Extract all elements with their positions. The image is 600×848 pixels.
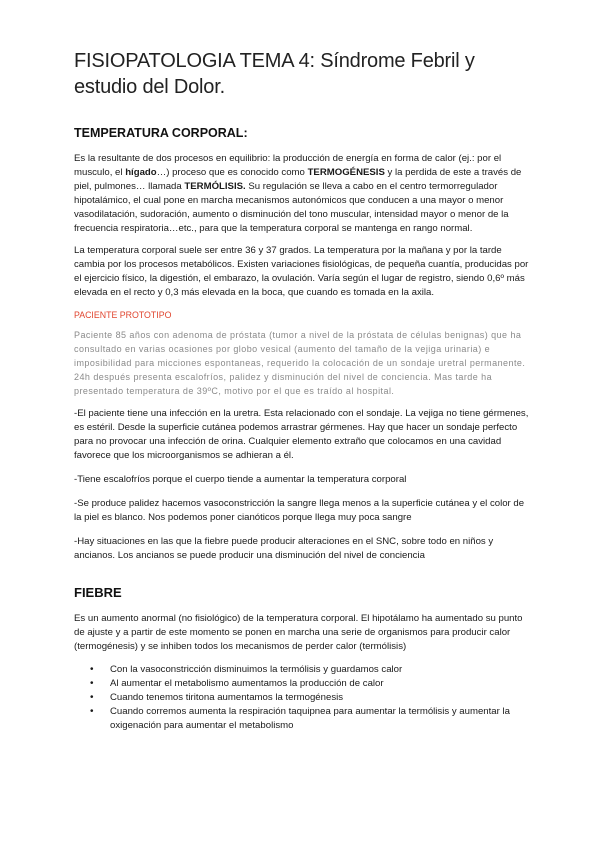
paragraph-fiebre-definition: Es un aumento anormal (no fisiológico) de la temperatura corporal. El hipotálamo ha aumentado su punto de ajuste y a partir de este momento se ponen en marcha una serie de organismos para producir calor (termogénesis) y se inhiben todos los mecanismos de perder calor (termólisis) (74, 613, 523, 652)
document-title: FISIOPATOLOGIA TEMA 4: Síndrome Febril y estudio del Dolor. (74, 50, 475, 98)
list-item: • Cuando corremos aumenta la respiración taquipnea para aumentar la termólisis y aumentar la oxigenación para aumentar el metabolismo (110, 705, 532, 733)
bold-term-termogenesis: TERMOGÉNESIS (307, 167, 385, 178)
bold-term-termolisis: TERMÓLISIS. (184, 181, 246, 192)
case-description: Paciente 85 años con adenoma de próstata (tumor a nivel de la próstata de células benignas) que ha consultado en varias ocasiones por globo vesical (aumento del tamaño de la vejiga urinaria) e imposibilidad para micciones espontaneas, requerido la colocación de un sondaje uretral permanente. 24h después presenta escalofríos, palidez y disminución del nivel de conciencia. Mas tarde ha presentado temperatura de 39ºC, motivo por el que es traído al hospital. (74, 330, 526, 396)
section-heading-fiebre: FIEBRE (74, 585, 122, 600)
note-infection: -El paciente tiene una infección en la uretra. Esta relacionado con el sondaje. La vejiga no tiene gérmenes, es estéril. Desde la superficie cutánea podemos arrastrar gérmenes. Hay que hacer un sondaje perfecto para no provocar una infección de orina. Cualquier elemento extraño que colocamos en una cavidad favorece que los microorganismos se adhieran a él. (74, 408, 529, 461)
list-item: • Cuando tenemos tiritona aumentamos la termogénesis (110, 691, 532, 705)
paragraph-normal-temperature: La temperatura corporal suele ser entre 36 y 37 grados. La temperatura por la mañana y por la tarde cambia por los procesos metabólicos. Existen variaciones fisiológicas, de pequeña cuantía, producidas por el ejercicio físico, la digestión, el embarazo, la ovulación. Varía según el lugar de registro, siendo 0,6º más elevada en el recto y 0,3 más elevada en la boca, que cuando es tomada en la axila. (74, 245, 529, 298)
text-span: …) proceso que es conocido como (156, 167, 308, 178)
note-pallor: -Se produce palidez hacemos vasoconstricción la sangre llega menos a la superficie cutánea y el color de la piel es blanco. Nos podemos poner cianóticos porque llega muy poca sangre (74, 498, 525, 523)
text-span: Su regulación se lleva a cabo en el centro termorregulador hipotalámico, el cual pone en marcha mecanismos autonómicos que conducen a una mayor o menor vasodilatación, sudoración, aumento o disminución del tono muscular, intensidad mayor o menor de la frecuencia respiratoria…etc., para que la temperatura corporal se mantenga en rango normal. (74, 181, 509, 234)
list-item: • Con la vasoconstricción disminuimos la termólisis y guardamos calor (110, 663, 532, 677)
case-label: PACIENTE PROTOTIPO (74, 310, 172, 320)
bold-term-higado: hígado (125, 167, 157, 178)
list-item: • Al aumentar el metabolismo aumentamos la producción de calor (110, 677, 532, 691)
text-span: y la perdida de este a través de piel, pulmones… llamada (74, 167, 522, 192)
text-span: Es la resultante de dos procesos en equilibrio: la producción de energía en forma de calor (ej.: por el musculo, el (74, 153, 502, 178)
note-chills: -Tiene escalofríos porque el cuerpo tiende a aumentar la temperatura corporal (74, 474, 407, 485)
fiebre-bullet-list (74, 663, 532, 733)
note-cns: -Hay situaciones en las que la fiebre puede producir alteraciones en el SNC, sobre todo en niños y ancianos. Los ancianos se puede producir una disminución del nivel de conciencia (74, 536, 494, 561)
section-heading-temperatura: TEMPERATURA CORPORAL: (74, 126, 248, 140)
paragraph-definition (74, 152, 532, 236)
